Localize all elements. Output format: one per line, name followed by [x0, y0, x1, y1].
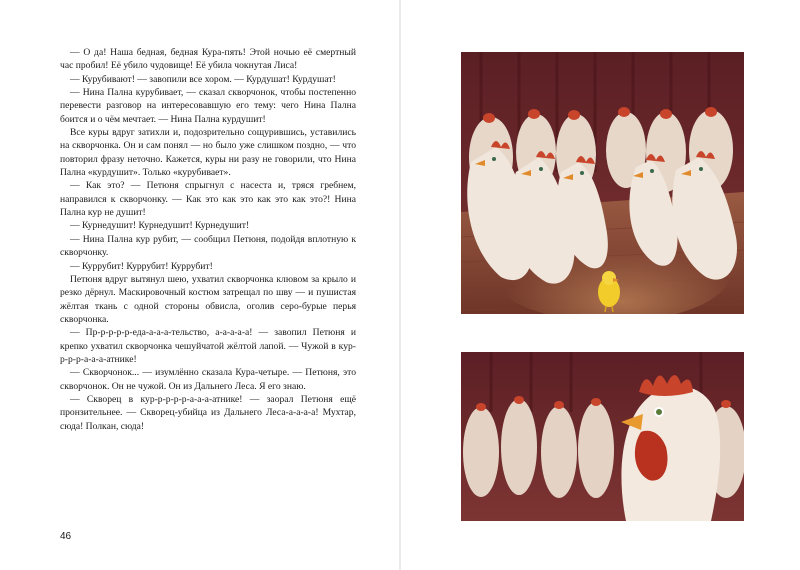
paragraph: — Курнедушит! Курнедушит! Курнедушит! — [70, 220, 250, 232]
text-column — [60, 46, 356, 433]
paragraph: — Пр-р-р-р-р-еда-а-а-а-тельство, а-а-а-а-а! — завопил Петюня и крепко ухватил скворчонка чешуйчатой жёлтой лапой. — Чужой в кур-р-р-р-а-а-а-атнике! — [60, 327, 356, 365]
illustration-rooster — [461, 352, 744, 521]
paragraph: — Как это? — Петюня спрыгнул с насеста и, тряся гребнем, направился к скворчонку. — Как это как это как это как это?! Нина Пална кур не душит! — [60, 180, 356, 219]
paragraph: — Нина Пална кур рубит, — сообщил Петюня, подойдя вплотную к скворчонку. — [60, 233, 356, 259]
page-number: 46 — [60, 531, 72, 542]
hens-chick-image — [461, 52, 744, 314]
paragraph: — Скворец в кур-р-р-р-р-а-а-а-атнике! — заорал Петюня ещё пронзительнее. — Скворец-убийца из Дальнего Леса-а-а-а-а! Мухтар, сюда! Полкан, сюда! — [60, 393, 356, 432]
illustration-hens-and-chick — [461, 52, 744, 314]
paragraph: — Куррубит! Куррубит! Куррубит! — [70, 260, 213, 272]
paragraph: Все куры вдруг затихли и, подозрительно сощурившись, уставились на скворчонка. Он и сам понял — но было уже слишком поздно, — что повторил фразу неточно. Кажется, куры ни разу не говорили, что Нина Пална «курдушит». Только «курубивает». — [60, 127, 356, 179]
book-gutter — [399, 0, 401, 570]
paragraph: — Скворчонок... — изумлённо сказала Кура-четыре. — Петюня, это скворчонок. Он не чужой. Он из Дальнего Леса. Я его знаю. — [60, 367, 356, 392]
paragraph: Петюня вдруг вытянул шею, ухватил скворчонка клювом за крыло и резко дёрнул. Маскировочный костюм затрещал по шву — и пушистая жёлтая ткань с одной стороны обвисла, оголив серо-бурые перья скворчонка. — [60, 273, 356, 325]
rooster-image — [461, 352, 744, 521]
paragraph: — Курубивают! — завопили все хором. — Курдушат! Курдушат! — [70, 73, 336, 85]
paragraph: — О да! Наша бедная, бедная Кура-пять! Этой ночью её смертный час пробил! Её убило чудовище! Её убила чокнутая Лиса! — [60, 47, 356, 72]
paragraph: — Нина Пална курубивает, — сказал скворчонок, чтобы постепенно перевести разговор на интересовавшую его тему: чего Нина Пална боится и о чём мечтает. — Нина Пална курдушит! — [60, 87, 356, 125]
